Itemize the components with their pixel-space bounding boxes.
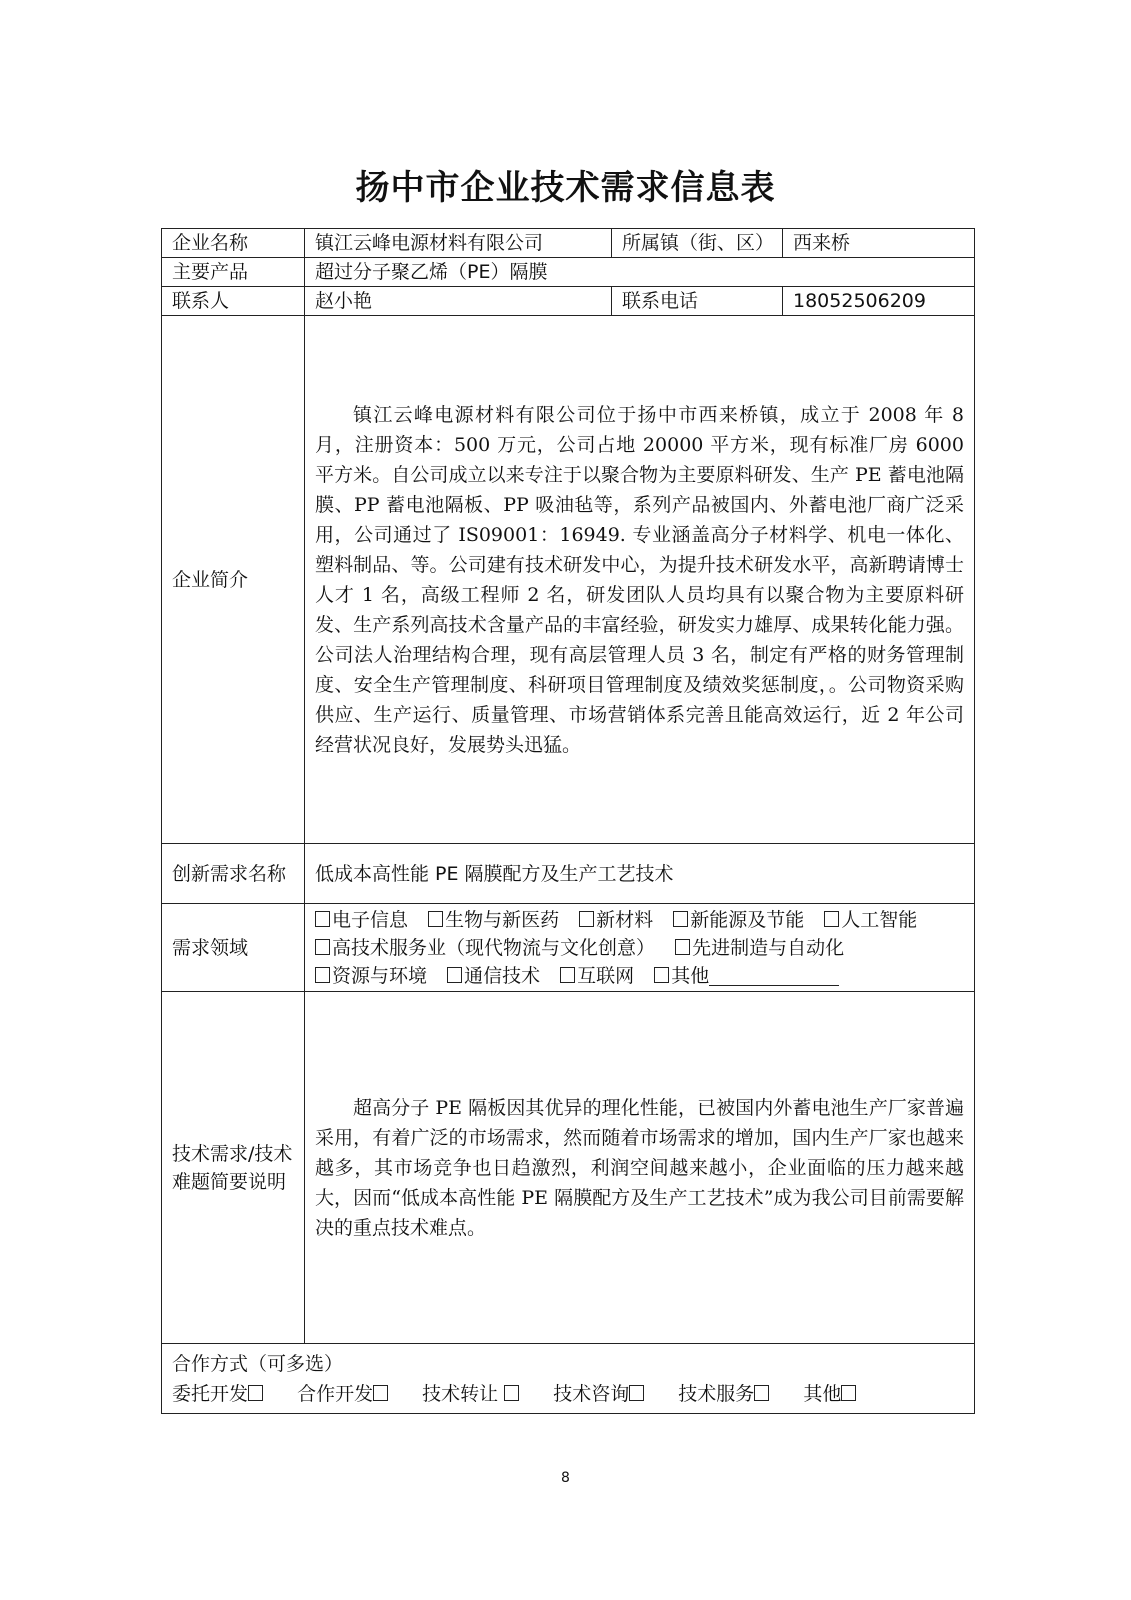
row-domain — [162, 904, 975, 992]
row-contact — [162, 287, 975, 316]
domain-option[interactable]: 互联网 — [560, 965, 634, 987]
domain-option-other[interactable]: 其他 — [654, 965, 839, 987]
town-value: 西来桥 — [783, 229, 975, 258]
page-number: 8 — [561, 1470, 570, 1486]
tech-need-label: 技术需求/技术难题简要说明 — [162, 992, 305, 1344]
tech-need-text: 超高分子 PE 隔板因其优异的理化性能，已被国内外蓄电池生产厂家普遍采用，有着广泛的市场需求，然而随着市场需求的增加，国内生产厂家也越来越多，其市场竞争也日趋激烈，利润空间越来越小，企业面临的压力越来越大，因而“低成本高性能 PE 隔膜配方及生产工艺技术”成为我公司目前需要解决的重点技术难点。 — [315, 1096, 964, 1239]
innovation-name-label: 创新需求名称 — [162, 844, 305, 904]
other-blank-line[interactable] — [709, 965, 839, 986]
coop-option[interactable]: 合作开发 — [297, 1383, 390, 1405]
domain-option[interactable]: 生物与新医药 — [428, 909, 559, 931]
checkbox-icon[interactable] — [315, 939, 330, 955]
checkbox-icon[interactable] — [560, 967, 575, 983]
phone-label: 联系电话 — [612, 287, 783, 316]
coop-option[interactable]: 技术转让 — [422, 1383, 521, 1405]
contact-value: 赵小艳 — [305, 287, 612, 316]
company-name-label: 企业名称 — [162, 229, 305, 258]
checkbox-icon[interactable] — [629, 1385, 644, 1401]
row-cooperation — [162, 1344, 975, 1414]
checkbox-icon[interactable] — [248, 1385, 263, 1401]
domain-label: 需求领域 — [162, 904, 305, 992]
company-intro-text: 镇江云峰电源材料有限公司位于扬中市西来桥镇，成立于 2008 年 8 月，注册资本：500 万元，公司占地 20000 平方米，现有标准厂房 6000 平方米。自公司成立以来专注于以聚合物为主要原料研发、生产 PE 蓄电池隔膜、PP 蓄电池隔板、PP 吸油毡等，系列产品被国内、外蓄电池厂商广泛采用，公司通过了 IS09001：16949. 专业涵盖高分子材料学、机电一体化、塑料制品、等。公司建有技术研发中心，为提升技术研发水平，高新聘请博士人才 1 名，高级工程师 2 名，研发团队人员均具有以聚合物为主要原料研发、生产系列高技术含量产品的丰富经验，研发实力雄厚、成果转化能力强。公司法人治理结构合理，现有高层管理人员 3 名，制定有严格的财务管理制度、安全生产管理制度、科研项目管理制度及绩效奖惩制度，。公司物资采购供应、生产运行、质量管理、市场营销体系完善且能高效运行，近 2 年公司经营状况良好，发展势头迅猛。 — [315, 403, 964, 756]
checkbox-icon[interactable] — [504, 1385, 519, 1401]
page-title: 扬中市企业技术需求信息表 — [355, 168, 776, 208]
coop-option[interactable]: 其他 — [803, 1383, 858, 1405]
company-name-value: 镇江云峰电源材料有限公司 — [305, 229, 612, 258]
row-product — [162, 258, 975, 287]
domain-option[interactable]: 高技术服务业（现代物流与文化创意） — [315, 937, 655, 959]
checkbox-icon[interactable] — [841, 1385, 856, 1401]
coop-option[interactable]: 技术服务 — [678, 1383, 771, 1405]
domain-option[interactable]: 资源与环境 — [315, 965, 427, 987]
domain-options — [305, 904, 975, 992]
row-innovation — [162, 844, 975, 904]
checkbox-icon[interactable] — [315, 967, 330, 983]
row-intro — [162, 316, 975, 844]
checkbox-icon[interactable] — [315, 911, 330, 927]
checkbox-icon[interactable] — [579, 911, 594, 927]
cooperation-label: 合作方式（可多选） — [172, 1352, 344, 1375]
cooperation-cell — [162, 1344, 975, 1414]
checkbox-icon[interactable] — [824, 911, 839, 927]
checkbox-icon[interactable] — [754, 1385, 769, 1401]
phone-value: 18052506209 — [783, 287, 975, 316]
domain-option[interactable]: 电子信息 — [315, 909, 408, 931]
row-tech — [162, 992, 975, 1344]
tech-need-cell — [305, 992, 975, 1344]
domain-option[interactable]: 通信技术 — [447, 965, 540, 987]
checkbox-icon[interactable] — [673, 911, 688, 927]
domain-option[interactable]: 人工智能 — [824, 909, 917, 931]
main-product-label: 主要产品 — [162, 258, 305, 287]
domain-option[interactable]: 新能源及节能 — [673, 909, 804, 931]
cooperation-options — [172, 1379, 964, 1409]
contact-label: 联系人 — [162, 287, 305, 316]
checkbox-icon[interactable] — [428, 911, 443, 927]
main-product-value: 超过分子聚乙烯（PE）隔膜 — [305, 258, 975, 287]
checkbox-icon[interactable] — [373, 1385, 388, 1401]
coop-option[interactable]: 委托开发 — [172, 1383, 265, 1405]
domain-option[interactable]: 新材料 — [579, 909, 653, 931]
coop-option[interactable]: 技术咨询 — [553, 1383, 646, 1405]
company-intro-label: 企业简介 — [162, 316, 305, 844]
domain-option[interactable]: 先进制造与自动化 — [675, 937, 844, 959]
innovation-name-value: 低成本高性能 PE 隔膜配方及生产工艺技术 — [305, 844, 975, 904]
checkbox-icon[interactable] — [654, 967, 669, 983]
checkbox-icon[interactable] — [675, 939, 690, 955]
requirement-form-table — [161, 228, 975, 1414]
checkbox-icon[interactable] — [447, 967, 462, 983]
company-intro-cell — [305, 316, 975, 844]
row-company — [162, 229, 975, 258]
town-label: 所属镇（街、区） — [612, 229, 783, 258]
